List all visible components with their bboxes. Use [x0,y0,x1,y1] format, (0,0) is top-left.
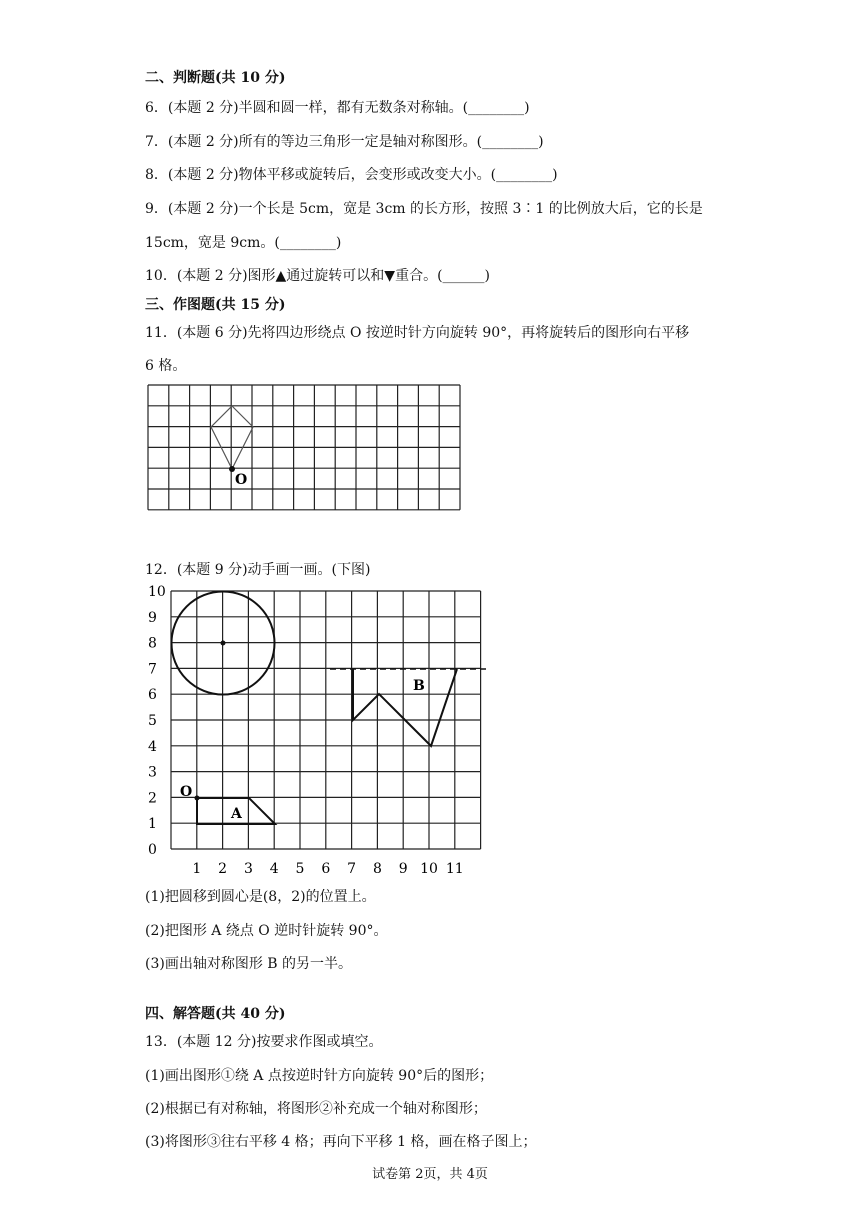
question-9-line-2: 15cm，宽是 9cm。(________) [145,235,342,251]
figure-12-grid [140,582,500,882]
shape-b-label: B [413,678,425,694]
question-11-line-2: 6 格。 [145,358,187,374]
question-11-line-1: 11．(本题 6 分)先将四边形绕点 O 按逆时针方向旋转 90°，再将旋转后的图形向右平移 [145,325,690,341]
x-tick-label: 11 [445,861,464,877]
question-13-part-3: (3)将图形③往右平移 4 格；再向下平移 1 格，画在格子图上； [145,1134,537,1150]
x-tick-label: 10 [420,861,438,877]
y-tick-label: 9 [148,609,157,626]
question-12-part-1: (1)把圆移到圆心是(8，2)的位置上。 [145,889,376,905]
y-tick-label: 3 [148,764,157,781]
y-tick-label: 2 [148,790,157,807]
figure-11-grid [148,383,468,518]
question-9-line-1: 9．(本题 2 分)一个长是 5cm，宽是 3cm 的长方形，按照 3∶1 的比例放大后，它的长是 [145,201,703,217]
question-10: 10．(本题 2 分)图形▲通过旋转可以和▼重合。(______) [145,268,491,284]
y-tick-label: 0 [148,842,157,858]
question-13: 13．(本题 12 分)按要求作图或填空。 [145,1034,383,1050]
question-13-part-1: (1)画出图形①绕 A 点按逆时针方向旋转 90°后的图形； [145,1068,494,1084]
question-13-part-2: (2)根据已有对称轴，将图形②补充成一个轴对称图形； [145,1101,487,1117]
page-footer: 试卷第 2页，共 4页 [372,1167,488,1182]
x-tick-label: 5 [295,861,305,877]
origin-o-label: O [180,784,193,800]
x-tick-label: 2 [218,861,228,877]
section-judge-heading: 二、判断题(共 10 分) [145,70,286,86]
x-tick-label: 7 [347,861,357,877]
origin-o-dot [195,796,200,801]
x-tick-label: 1 [192,861,202,877]
x-tick-label: 9 [398,861,408,877]
y-tick-label: 10 [148,584,166,600]
kite-quadrilateral [211,406,253,469]
y-tick-label: 6 [148,687,157,704]
question-7: 7．(本题 2 分)所有的等边三角形一定是轴对称图形。(________) [145,134,544,150]
shape-b-half [353,669,457,746]
x-tick-label: 8 [372,861,382,877]
y-tick-label: 4 [148,738,157,755]
x-tick-label: 6 [321,861,331,877]
point-o-label: O [235,472,248,488]
shape-a-label: A [231,806,242,822]
y-tick-label: 5 [148,713,157,729]
section-draw-heading: 三、作图题(共 15 分) [145,297,286,313]
question-12-part-3: (3)画出轴对称图形 B 的另一半。 [145,956,353,972]
y-tick-label: 8 [148,635,157,652]
question-6: 6．(本题 2 分)半圆和圆一样，都有无数条对称轴。(________) [145,100,530,116]
section-solve-heading: 四、解答题(共 40 分) [145,1006,286,1022]
question-8: 8．(本题 2 分)物体平移或旋转后，会变形或改变大小。(________) [145,167,558,183]
circle-center-dot [221,641,226,646]
x-tick-label: 4 [269,861,279,877]
y-tick-label: 7 [148,661,157,678]
question-12-part-2: (2)把图形 A 绕点 O 逆时针旋转 90°。 [145,923,388,939]
question-12: 12．(本题 9 分)动手画一画。(下图) [145,562,371,578]
y-tick-label: 1 [148,816,157,833]
x-tick-label: 3 [243,861,253,877]
